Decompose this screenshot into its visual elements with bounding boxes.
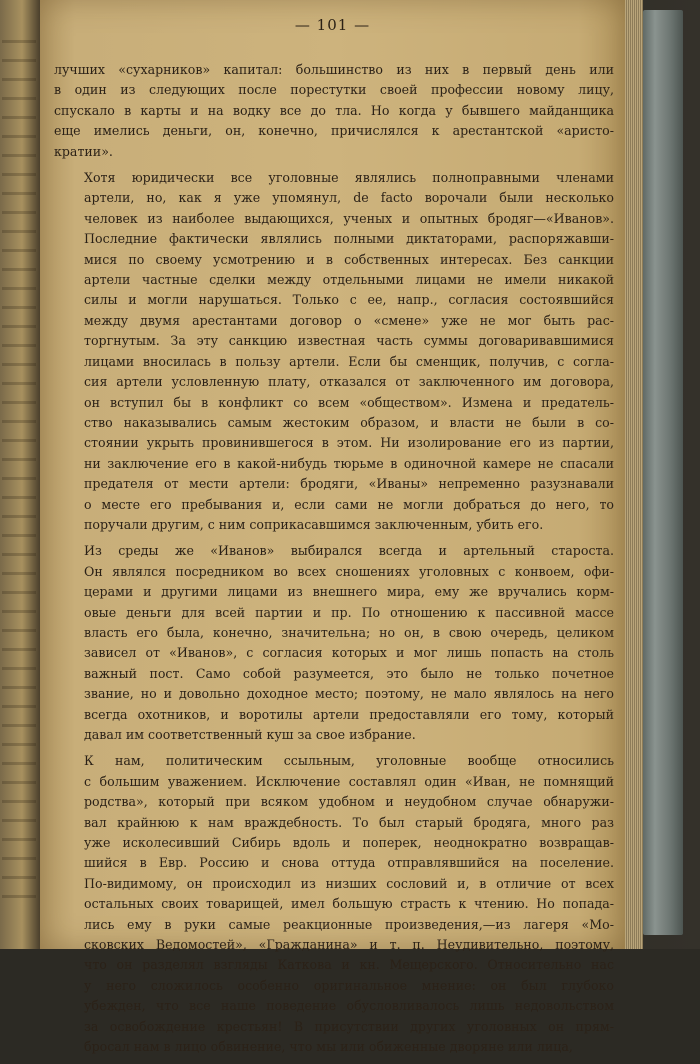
paragraph	[54, 751, 614, 1057]
text-line: в один из следующих после порестутки своей профессии новому лицу,	[54, 82, 614, 98]
text-line: сковских Ведомостей», «Гражданина» и т. п. Неудивительно, поэтому,	[84, 937, 614, 953]
text-line: поручали другим, с ним соприкасавшимся заключенным, убить его.	[84, 516, 544, 532]
text-line: шийся в Евр. Россию и снова оттуда отправлявшийся на поселение.	[84, 855, 614, 871]
text-line: мися по своему усмотрению и в собственных интересах. Без санкции	[84, 251, 614, 267]
book-cover-edge	[643, 10, 683, 935]
text-line: церами и другими лицами из внешнего мира, ему же вручались корм-	[84, 584, 614, 600]
text-line: власть его была, конечно, значительна; но он, в свою очередь, целиком	[84, 624, 614, 640]
text-line: между двумя арестантами договор о «смене» уже не мог быть рас-	[84, 312, 614, 328]
text-line: силы и могли нарушаться. Только с ее, напр., согласия состоявшийся	[84, 292, 614, 308]
text-line: К нам, политическим ссыльным, уголовные вообще относились	[84, 753, 614, 769]
text-line: ни заключение его в какой-нибудь тюрьме в одиночной камере не спасали	[84, 455, 614, 471]
text-line: всегда охотников, и воротилы артели предоставляли его тому, который	[84, 706, 614, 722]
text-line: Последние фактически являлись полными диктаторами, распоряжавши-	[84, 231, 614, 247]
text-line: что он разделял взгляды Каткова и кн. Мещерского. Относительно нас	[84, 957, 614, 973]
text-line: остальных своих товарищей, имел большую страсть к чтению. Но попада-	[84, 896, 614, 912]
text-line: Из среды же «Иванов» выбирался всегда и артельный староста.	[84, 543, 614, 559]
text-line: он вступил бы в конфликт со всем «обществом». Измена и предатель-	[84, 394, 614, 410]
text-line: важный пост. Само собой разумеется, это было не только почетное	[84, 665, 614, 681]
text-line: человек из наиболее выдающихся, ученых и опытных бродяг—«Иванов».	[84, 210, 614, 226]
text-line: ство наказывались самым жестоким образом, и власти не были в со-	[84, 414, 614, 430]
text-line: лучших «сухарников» капитал: большинство из них в первый день или	[54, 62, 614, 77]
paragraph	[54, 60, 614, 162]
text-line: еще имелись деньги, он, конечно, причислялся к арестантской «аристо-	[54, 123, 614, 139]
text-line: стоянии укрыть провинившегося в этом. Ни изолирование его из партии,	[84, 435, 614, 451]
page-number: — 101 —	[294, 16, 371, 34]
page-fore-edge	[625, 0, 643, 949]
text-line: лись ему в руки самые реакционные произведения,—из лагеря «Мо-	[84, 916, 614, 932]
text-line: артели частные сделки между отдельными лицами не имели никакой	[84, 272, 614, 288]
text-line: с большим уважением. Исключение составлял один «Иван, не помнящий	[84, 773, 614, 789]
text-line: предателя от мести артели: бродяги, «Иваны» непременно разузнавали	[84, 476, 614, 492]
text-line: убежден, что все наше поведение обусловливалось лишь недовольством	[84, 998, 614, 1014]
text-line: о месте его пребывания и, если сами не могли добраться до него, то	[84, 496, 614, 512]
text-line: уже исколесивший Сибирь вдоль и поперек, неоднократно возвращав-	[84, 835, 614, 851]
text-line: звание, но и довольно доходное место; поэтому, не мало являлось на него	[84, 686, 614, 702]
text-line: кратии».	[54, 143, 113, 159]
paragraph	[54, 168, 614, 535]
text-line: за освобождение крестьян! В присутствии других уголовных он прям-	[84, 1018, 614, 1034]
book-page	[40, 0, 625, 1055]
left-page-text-ghost	[2, 40, 36, 900]
page-text	[54, 60, 614, 1064]
text-line: родства», который при всяком удобном и неудобном случае обнаружи-	[84, 794, 614, 810]
text-line: Хотя юридически все уголовные являлись полноправными членами	[84, 170, 614, 186]
text-line: зависел от «Иванов», с согласия которых и мог лишь попасть на столь	[84, 645, 614, 661]
text-line: артели, но, как я уже упомянул, de facto ворочали были несколько	[84, 190, 614, 206]
text-line: давал им соответственный куш за свое избрание.	[84, 727, 416, 742]
text-line: сия артели условленную плату, отказался от заключенного им договора,	[84, 374, 614, 390]
paragraph	[54, 541, 614, 745]
text-line: Он являлся посредником во всех сношениях уголовных с конвоем, офи-	[84, 563, 614, 579]
text-line: спускало в карты и на водку все до тла. Но когда у бывшего майданщика	[54, 102, 614, 118]
text-line: лицами вносилась в пользу артели. Если бы сменщик, получив, с согла-	[84, 353, 614, 369]
text-line: бросал нам в лицо обвинение, что мы или обиженные дворяне или лица,	[84, 1039, 573, 1055]
text-line: По-видимому, он происходил из низших сословий и, в отличие от всех	[84, 875, 614, 891]
text-line: овые деньги для всей партии и пр. По отношению к пассивной массе	[84, 604, 614, 620]
left-page-edge	[0, 0, 40, 949]
text-line: торгнутым. За эту санкцию известная часть суммы договаривавшимися	[84, 333, 614, 349]
text-line: вал крайнюю к нам враждебность. То был старый бродяга, много раз	[84, 814, 614, 830]
text-line: у него сложилось особенно оригинальное мнение: он был глубоко	[84, 977, 614, 993]
